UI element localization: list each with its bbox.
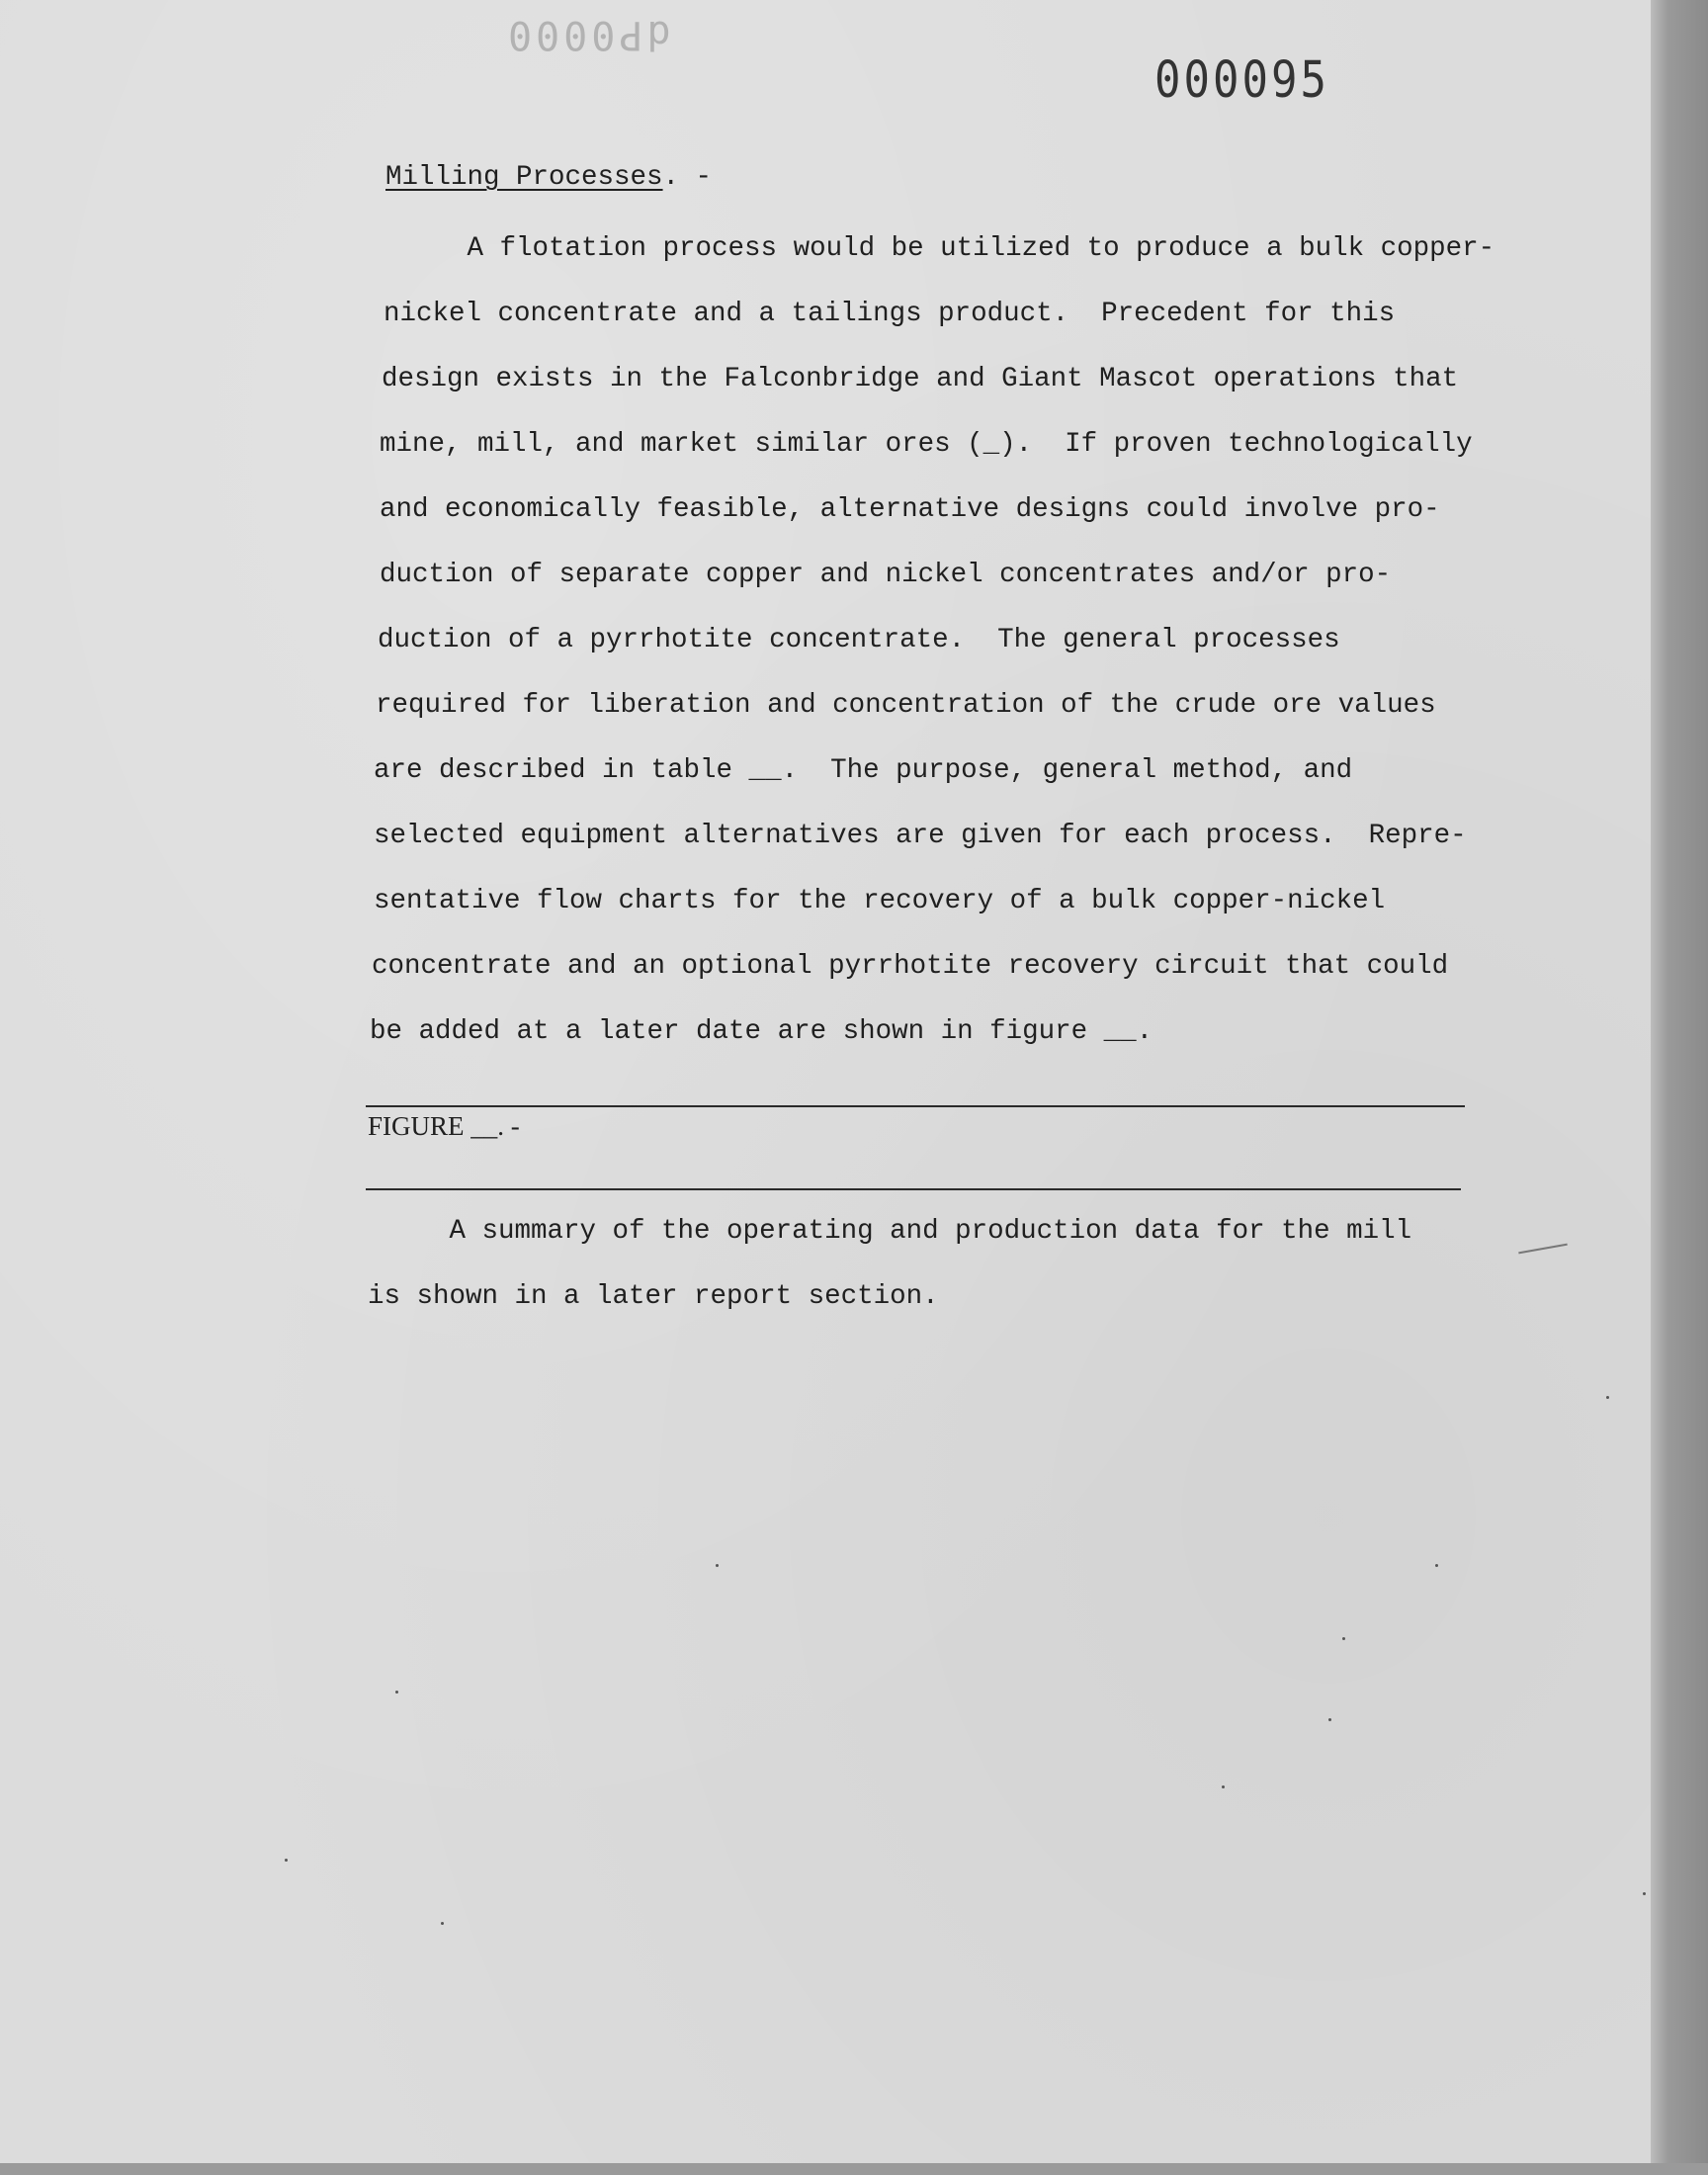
paragraph-line: design exists in the Falconbridge and Giant Mascot operations that — [382, 364, 1459, 394]
figure-caption: FIGURE __. - — [368, 1111, 520, 1141]
paragraph-line: duction of a pyrrhotite concentrate. The general processes — [378, 625, 1340, 655]
stray-pen-mark — [1518, 1244, 1568, 1255]
paragraph-line: are described in table __. The purpose, general method, and — [374, 755, 1353, 786]
paragraph-line: A summary of the operating and production data for the mill — [368, 1216, 1412, 1247]
speck — [1643, 1892, 1646, 1895]
figure-rule-bottom — [366, 1188, 1461, 1190]
speck — [1606, 1396, 1609, 1399]
section-heading-title: Milling Processes — [385, 162, 663, 193]
paragraph-line: mine, mill, and market similar ores (_). If proven technologically — [380, 429, 1473, 460]
paragraph-line: be added at a later date are shown in figure __. — [370, 1016, 1153, 1047]
speck — [1435, 1564, 1438, 1567]
speck — [1342, 1637, 1345, 1640]
faded-stamp: dP0000 — [504, 12, 671, 57]
speck — [1222, 1785, 1225, 1788]
paragraph-line: and economically feasible, alternative designs could involve pro- — [380, 494, 1440, 525]
page-number-stamp: 000095 — [1154, 51, 1329, 110]
paragraph-line: concentrate and an optional pyrrhotite recovery circuit that could — [372, 951, 1449, 982]
paragraph-line: nickel concentrate and a tailings product. Precedent for this — [384, 299, 1396, 329]
speck — [441, 1922, 444, 1925]
paragraph-line: A flotation process would be utilized to produce a bulk copper- — [385, 233, 1495, 264]
section-heading — [385, 162, 712, 193]
paragraph-line: is shown in a later report section. — [368, 1281, 939, 1312]
scan-edge-bottom — [0, 2163, 1708, 2175]
speck — [716, 1564, 719, 1567]
section-heading-suffix: . - — [662, 162, 713, 193]
paragraph-line: duction of separate copper and nickel concentrates and/or pro- — [380, 560, 1392, 590]
speck — [1328, 1718, 1331, 1721]
speck — [395, 1691, 398, 1694]
figure-rule-top — [366, 1105, 1465, 1107]
paragraph-line: sentative flow charts for the recovery of a bulk copper-nickel — [374, 886, 1386, 916]
paragraph-line: selected equipment alternatives are given for each process. Repre- — [374, 821, 1467, 851]
scan-edge-right — [1651, 0, 1708, 2175]
paragraph-line: required for liberation and concentration of the crude ore values — [376, 690, 1436, 721]
speck — [285, 1859, 288, 1862]
